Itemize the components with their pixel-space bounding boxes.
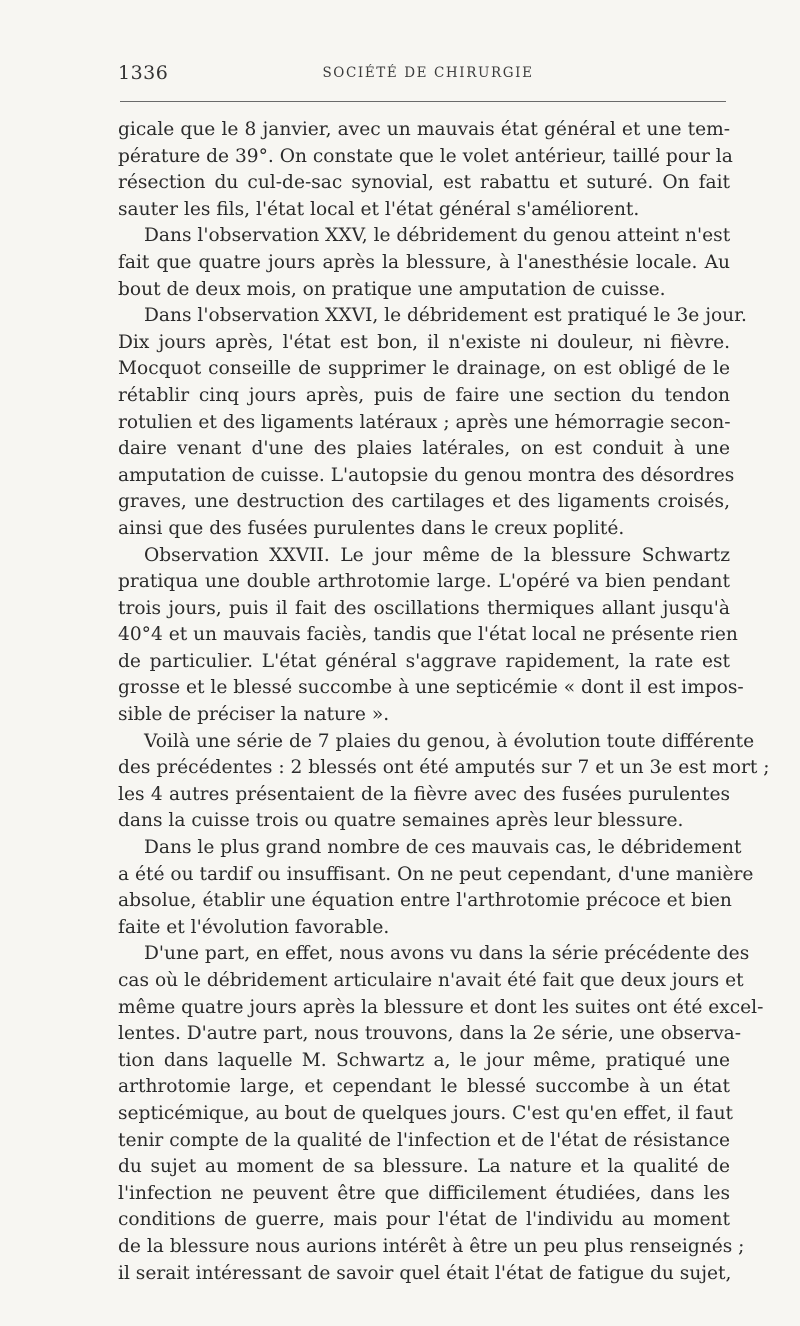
text-line: tenir compte de la qualité de l'infection et de l'état de résistance bbox=[118, 1129, 730, 1151]
paragraph bbox=[118, 117, 733, 223]
text-line: Dans le plus grand nombre de ces mauvais cas, le débridement bbox=[144, 837, 742, 859]
text-line: sible de préciser la nature ». bbox=[118, 704, 390, 726]
text-line: trois jours, puis il fait des oscillations thermiques allant jusqu'à bbox=[118, 597, 730, 619]
text-line: faite et l'évolution favorable. bbox=[118, 916, 390, 938]
page-header bbox=[118, 62, 728, 92]
text-line: Dans l'observation XXV, le débridement du genou atteint n'est bbox=[144, 225, 731, 247]
text-line: dans la cuisse trois ou quatre semaines après leur blessure. bbox=[118, 810, 684, 832]
text-line: du sujet au moment de sa blessure. La nature et la qualité de bbox=[118, 1156, 730, 1178]
text-line: rotulien et des ligaments latéraux ; après une hémorragie secon- bbox=[118, 411, 731, 433]
paragraph bbox=[118, 223, 730, 303]
text-line: Dix jours après, l'état est bon, il n'existe ni douleur, ni fièvre. bbox=[118, 331, 730, 353]
text-line: sauter les fils, l'état local et l'état général s'améliorent. bbox=[118, 198, 640, 220]
text-line: absolue, établir une équation entre l'arthrotomie précoce et bien bbox=[118, 890, 732, 912]
text-line: gicale que le 8 janvier, avec un mauvais état général et une tem- bbox=[118, 119, 730, 140]
text-line: Mocquot conseille de supprimer le drainage, on est obligé de le bbox=[118, 358, 730, 380]
page-number: 1336 bbox=[118, 62, 169, 84]
text-line: il serait intéressant de savoir quel était l'état de fatigue du sujet, bbox=[118, 1262, 732, 1284]
text-line: daire venant d'une des plaies latérales, on est conduit à une bbox=[118, 438, 730, 460]
text-line: a été ou tardif ou insuffisant. On ne peut cependant, d'une manière bbox=[118, 863, 754, 885]
paragraph bbox=[118, 303, 747, 542]
text-line: lentes. D'autre part, nous trouvons, dans la 2e série, une observa- bbox=[118, 1023, 742, 1045]
text-line: amputation de cuisse. L'autopsie du genou montra des désordres bbox=[118, 464, 735, 486]
text-line: septicémique, au bout de quelques jours. C'est qu'en effet, il faut bbox=[118, 1102, 734, 1124]
text-line: cas où le débridement articulaire n'avait été fait que deux jours et bbox=[118, 970, 744, 991]
text-line: bout de deux mois, on pratique une amputation de cuisse. bbox=[118, 278, 666, 300]
running-title: SOCIÉTÉ DE CHIRURGIE bbox=[322, 65, 534, 81]
paragraph bbox=[118, 543, 744, 729]
text-line: ainsi que des fusées purulentes dans le creux poplité. bbox=[118, 517, 625, 539]
text-line: les 4 autres présentaient de la fièvre avec des fusées purulentes bbox=[118, 783, 730, 805]
text-line: tion dans laquelle M. Schwartz a, le jour même, pratiqué une bbox=[118, 1049, 730, 1071]
text-line: fait que quatre jours après la blessure, à l'anesthésie locale. Au bbox=[118, 251, 730, 273]
text-line: des précédentes : 2 blessés ont été amputés sur 7 et un 3e est mort ; bbox=[118, 757, 770, 779]
text-line: grosse et le blessé succombe à une septicémie « dont il est impos- bbox=[118, 677, 744, 699]
text-line: même quatre jours après la blessure et dont les suites ont été excel- bbox=[118, 996, 764, 1018]
text-line: de la blessure nous aurions intérêt à être un peu plus renseignés ; bbox=[118, 1235, 745, 1257]
text-line: graves, une destruction des cartilages et des ligaments croisés, bbox=[118, 491, 730, 513]
text-line: Observation XXVII. Le jour même de la blessure Schwartz bbox=[144, 544, 730, 566]
text-line: arthrotomie large, et cependant le blessé succombe à un état bbox=[118, 1076, 730, 1098]
paragraph bbox=[118, 729, 770, 835]
text-line: pérature de 39°. On constate que le volet antérieur, taillé pour la bbox=[118, 145, 733, 167]
body-text bbox=[118, 117, 770, 1287]
text-line: 40°4 et un mauvais faciès, tandis que l'état local ne présente rien bbox=[118, 624, 738, 646]
text-line: de particulier. L'état général s'aggrave rapidement, la rate est bbox=[118, 650, 730, 672]
text-line: résection du cul-de-sac synovial, est rabattu et suturé. On fait bbox=[118, 172, 730, 194]
header-rule bbox=[120, 101, 726, 102]
paragraph bbox=[118, 941, 764, 1287]
text-line: D'une part, en effet, nous avons vu dans la série précédente des bbox=[144, 943, 750, 965]
text-line: rétablir cinq jours après, puis de faire une section du tendon bbox=[118, 384, 730, 406]
paragraph bbox=[118, 835, 754, 941]
text-line: Dans l'observation XXVI, le débridement est pratiqué le 3e jour. bbox=[144, 305, 747, 327]
text-line: l'infection ne peuvent être que difficilement étudiées, dans les bbox=[118, 1182, 730, 1204]
text-line: Voilà une série de 7 plaies du genou, à évolution toute différente bbox=[144, 730, 755, 752]
text-line: conditions de guerre, mais pour l'état de l'individu au moment bbox=[118, 1209, 730, 1231]
text-line: pratiqua une double arthrotomie large. L'opéré va bien pendant bbox=[118, 571, 730, 593]
